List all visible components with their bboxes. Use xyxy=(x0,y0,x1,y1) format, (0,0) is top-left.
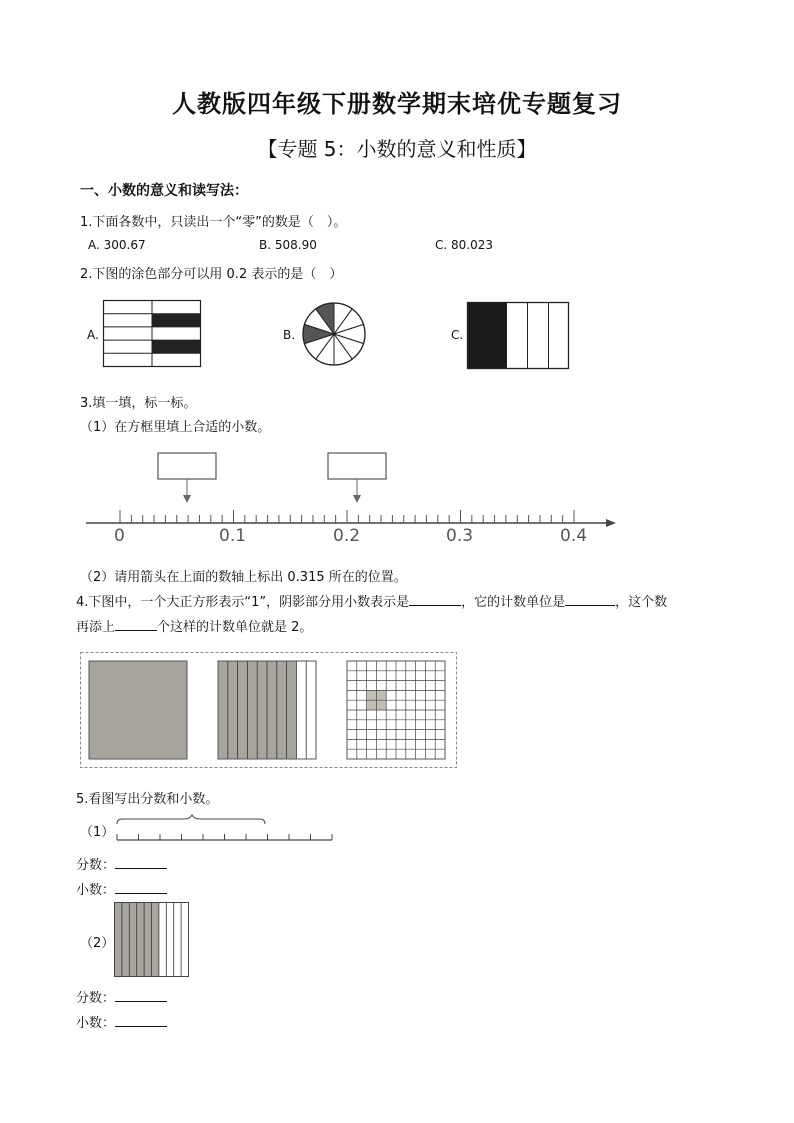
question-3-part-1: （1）在方框里填上合适的小数。 xyxy=(80,420,271,435)
axis-tick-label-0.2: 0.2 xyxy=(333,526,361,546)
decimal-blank-1[interactable] xyxy=(115,881,167,894)
question-4-text-d: 再添上 xyxy=(76,620,116,635)
fraction-blank-1[interactable] xyxy=(115,856,167,869)
question-2-stem: 2.下图的涂色部分可以用 0.2 表示的是（ ） xyxy=(80,267,343,282)
decimal-label-2: 小数： xyxy=(76,1016,116,1031)
answer-box-2[interactable] xyxy=(328,453,386,479)
segment-bar xyxy=(115,815,337,845)
axis-tick-label-0.3: 0.3 xyxy=(446,526,474,546)
fraction-row-1 xyxy=(76,854,167,873)
axis-tick-label-0.4: 0.4 xyxy=(560,526,588,546)
question-5-stem: 5.看图写出分数和小数。 xyxy=(76,792,219,807)
figure-b-label: B. xyxy=(283,328,296,342)
question-1-option-a: A. 300.67 xyxy=(88,238,146,252)
decimal-row-1 xyxy=(76,879,167,898)
axis-tick-label-0: 0 xyxy=(114,526,125,546)
figure-c-rect xyxy=(467,302,571,371)
full-square xyxy=(89,661,187,759)
fraction-blank-2[interactable] xyxy=(115,989,167,1002)
question-3-stem: 3.填一填，标一标。 xyxy=(80,396,197,411)
question-3-part-2: （2）请用箭头在上面的数轴上标出 0.315 所在的位置。 xyxy=(80,570,407,585)
bar-model-2 xyxy=(114,902,190,978)
section-heading: 一、小数的意义和读写法： xyxy=(80,183,248,199)
answer-box-1[interactable] xyxy=(158,453,216,479)
question-4-text-a: 4.下图中，一个大正方形表示“1”，阴影部分用小数表示是 xyxy=(76,595,410,610)
page-subtitle: 【专题 5：小数的意义和性质】 xyxy=(257,137,537,161)
fraction-row-2 xyxy=(76,987,167,1006)
figure-c-label: C. xyxy=(451,328,464,342)
page-title: 人教版四年级下册数学期末培优专题复习 xyxy=(172,90,622,118)
figure-a-grid xyxy=(103,300,203,368)
answer-blank-decimal[interactable] xyxy=(409,593,461,606)
fraction-label-2: 分数： xyxy=(76,991,116,1006)
question-1-option-c: C. 80.023 xyxy=(435,238,493,252)
decimal-row-2 xyxy=(76,1012,167,1031)
question-1-stem: 1.下面各数中，只读出一个“零”的数是（ ）。 xyxy=(80,215,347,230)
answer-blank-unit[interactable] xyxy=(565,593,615,606)
question-1-option-b: B. 508.90 xyxy=(259,238,317,252)
question-4-text-b: ，它的计数单位是 xyxy=(461,595,566,610)
decimal-blank-2[interactable] xyxy=(115,1014,167,1027)
question-4-line-2 xyxy=(76,616,312,635)
question-4-line-1 xyxy=(76,591,667,610)
question-4-figure xyxy=(80,652,458,770)
question-5-part-2: （2） xyxy=(80,936,115,951)
figure-a-label: A. xyxy=(87,328,99,342)
fraction-label-1: 分数： xyxy=(76,858,116,873)
answer-blank-count[interactable] xyxy=(115,618,157,631)
question-4-text-e: 个这样的计数单位就是 2。 xyxy=(157,620,313,635)
question-4-text-c: ，这个数 xyxy=(615,595,668,610)
tenths-square xyxy=(218,661,316,759)
question-5-part-1: （1） xyxy=(80,825,115,840)
figure-b-circle xyxy=(302,302,368,368)
decimal-label-1: 小数： xyxy=(76,883,116,898)
axis-tick-label-0.1: 0.1 xyxy=(219,526,247,546)
hundredths-square xyxy=(347,661,445,759)
